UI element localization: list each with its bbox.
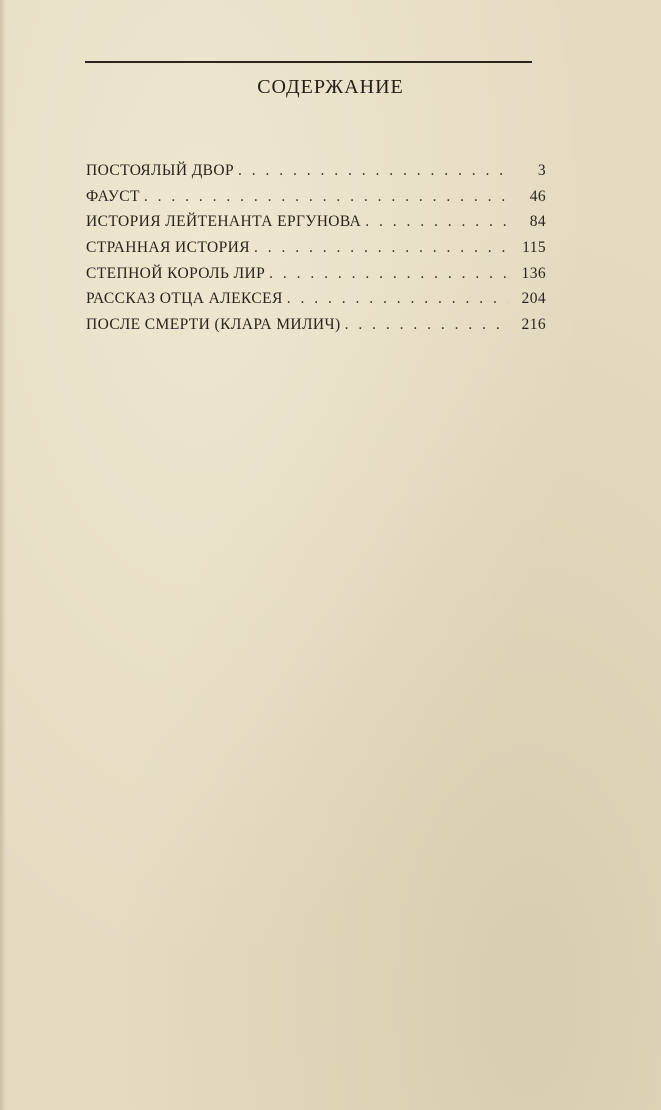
page-edge-shadow — [0, 0, 6, 1110]
toc-entry-title: СТРАННАЯ ИСТОРИЯ — [86, 239, 250, 257]
toc-entry — [86, 213, 546, 239]
toc-entry-title: РАССКАЗ ОТЦА АЛЕКСЕЯ — [86, 290, 283, 308]
toc-dot-leader — [269, 265, 508, 283]
toc-entry-title: ИСТОРИЯ ЛЕЙТЕНАНТА ЕРГУНОВА — [86, 213, 362, 231]
toc-entry-page: 84 — [529, 213, 546, 231]
toc-dot-leader — [365, 213, 508, 231]
toc-entry-title: ПОСЛЕ СМЕРТИ (КЛАРА МИЛИЧ) — [86, 316, 341, 334]
toc-entry-page: 3 — [537, 162, 546, 179]
toc-entry-page: 204 — [521, 290, 546, 308]
toc-entry — [86, 239, 546, 265]
toc-entry-title: ПОСТОЯЛЫЙ ДВОР — [86, 162, 235, 179]
toc-entry — [86, 162, 546, 188]
toc-entry-page: 136 — [521, 264, 546, 282]
toc-dot-leader — [254, 239, 508, 257]
toc-dot-leader — [345, 316, 508, 334]
toc-entry — [86, 316, 546, 342]
toc-entry — [86, 265, 546, 291]
toc-entry-title: ФАУСТ — [86, 187, 140, 205]
toc-entry-page: 46 — [529, 187, 546, 205]
header-rule — [85, 61, 532, 63]
page-title: СОДЕРЖАНИЕ — [257, 76, 404, 98]
toc-dot-leader — [238, 162, 508, 180]
toc-entry-page: 216 — [521, 316, 546, 334]
toc-dot-leader — [287, 290, 508, 308]
toc-entry — [86, 290, 546, 316]
toc-entry — [86, 188, 546, 214]
toc-dot-leader — [144, 188, 508, 206]
table-of-contents — [86, 162, 546, 342]
toc-entry-title: СТЕПНОЙ КОРОЛЬ ЛИР — [86, 264, 266, 282]
toc-entry-page: 115 — [522, 239, 546, 257]
